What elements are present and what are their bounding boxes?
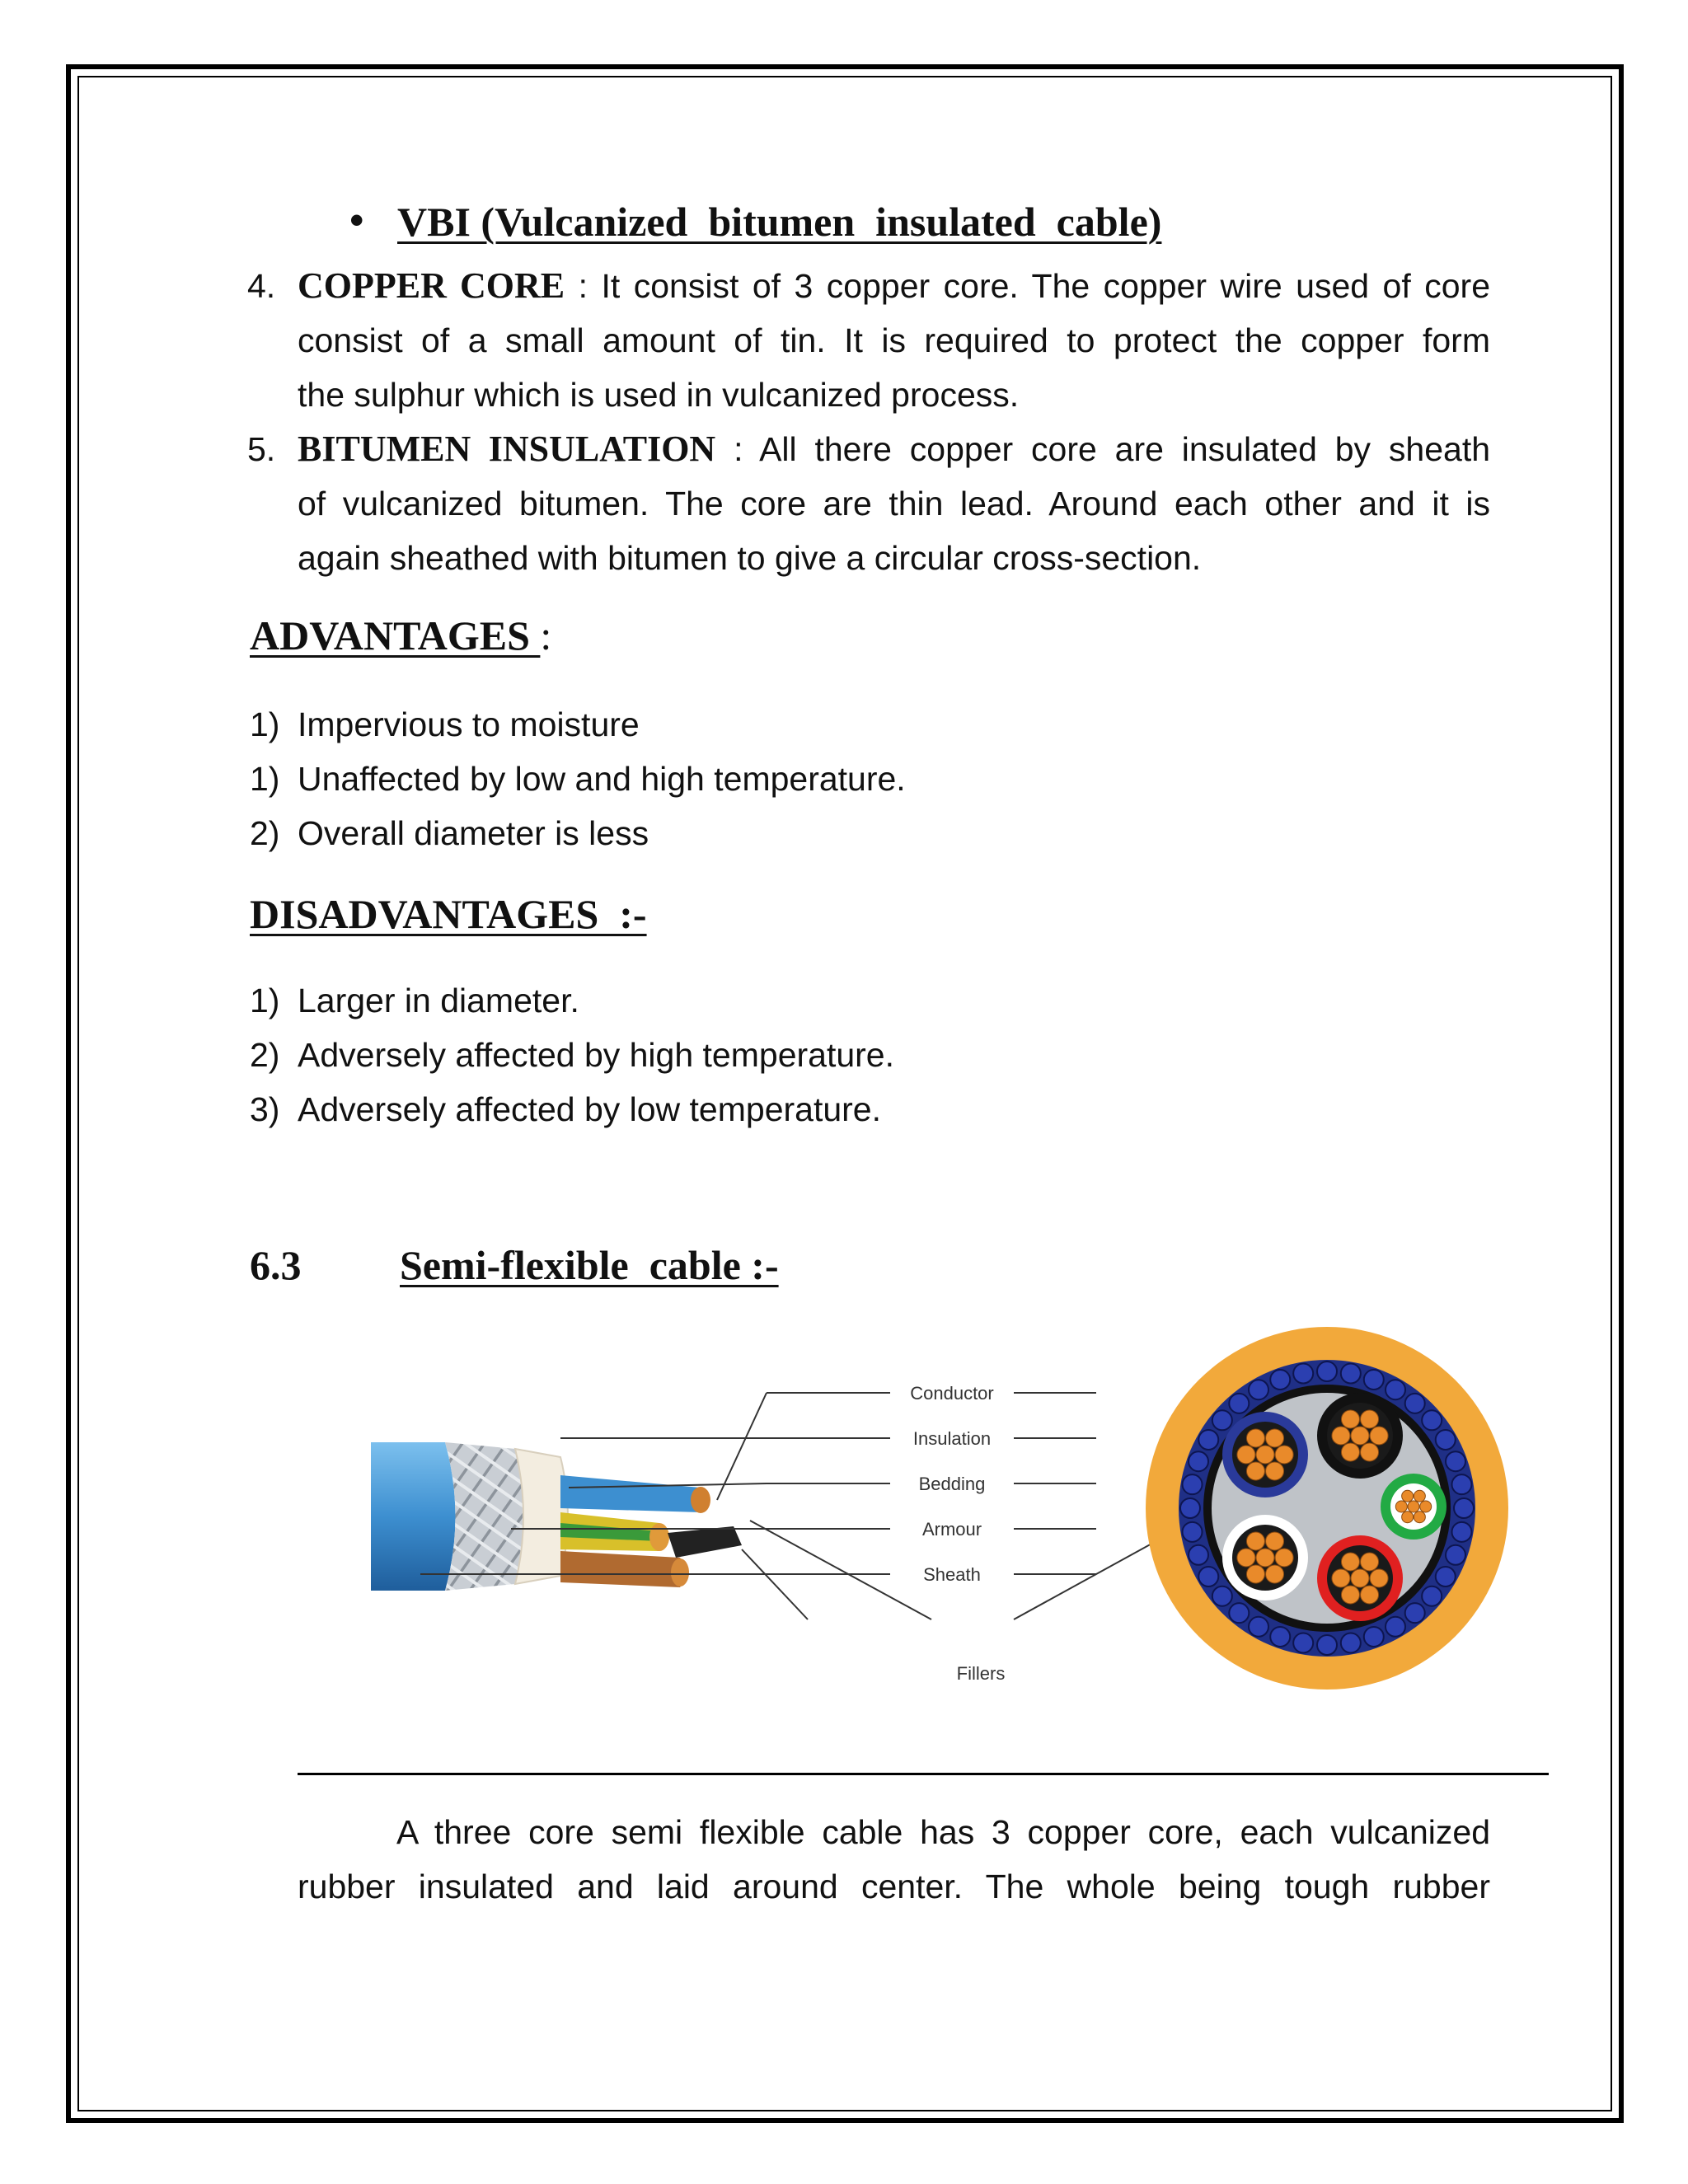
item-number: 4. bbox=[247, 267, 276, 305]
armour-wire bbox=[1249, 1380, 1268, 1399]
list-item: 2) Adversely affected by high temperature. bbox=[250, 1036, 894, 1074]
armour-wire bbox=[1405, 1603, 1425, 1623]
term-bitumen-insulation: BITUMEN INSULATION bbox=[298, 429, 716, 469]
figure-rule bbox=[298, 1773, 1549, 1775]
term-separator: : bbox=[715, 430, 760, 468]
paragraph-line bbox=[298, 259, 1490, 313]
copper-strand bbox=[1237, 1446, 1255, 1464]
copper-strand bbox=[1266, 1462, 1284, 1480]
copper-strand bbox=[1266, 1565, 1284, 1583]
conductor-label: Conductor bbox=[910, 1383, 994, 1404]
armour-wire bbox=[1180, 1498, 1200, 1518]
advantages-heading: ADVANTAGES : bbox=[250, 612, 552, 658]
paragraph-line: of vulcanized bitumen. The core are thin lead. Around each other and it is bbox=[298, 485, 1490, 523]
copper-strand bbox=[1361, 1586, 1379, 1604]
armour-wire bbox=[1249, 1617, 1268, 1637]
copper-strand bbox=[1246, 1462, 1264, 1480]
armour-wire bbox=[1229, 1603, 1249, 1623]
copper-strand bbox=[1361, 1553, 1379, 1571]
insulation-label: Insulation bbox=[912, 1428, 992, 1449]
copper-strand bbox=[1395, 1501, 1407, 1512]
vbi-heading: VBI (Vulcanized bitumen insulated cable) bbox=[397, 199, 1162, 245]
copper-strand bbox=[1332, 1427, 1350, 1445]
copper-strand bbox=[1402, 1490, 1414, 1502]
callout-labels bbox=[890, 1381, 1014, 1684]
paragraph-line: A three core semi flexible cable has 3 copper core, each vulcanized bbox=[396, 1813, 1490, 1851]
armour-wire bbox=[1386, 1617, 1405, 1637]
copper-strand bbox=[1256, 1549, 1274, 1567]
armour-label: Armour bbox=[921, 1519, 982, 1540]
armour-wire bbox=[1270, 1370, 1290, 1390]
copper-strand bbox=[1351, 1427, 1369, 1445]
armour-wire bbox=[1364, 1370, 1384, 1390]
copper-strand bbox=[1370, 1569, 1388, 1587]
armour-wire bbox=[1341, 1364, 1361, 1384]
armour-wire bbox=[1229, 1394, 1249, 1413]
copper-strand bbox=[1246, 1429, 1264, 1447]
copper-strand bbox=[1414, 1511, 1425, 1523]
copper-strand bbox=[1408, 1501, 1419, 1512]
section-title: Semi-flexible cable :- bbox=[400, 1242, 779, 1288]
paragraph-line bbox=[298, 422, 1490, 476]
paragraph-text: All there copper core are insulated by sheath bbox=[759, 430, 1491, 468]
section-number: 6.3 bbox=[250, 1242, 302, 1288]
list-item: 3) Adversely affected by low temperature. bbox=[250, 1090, 881, 1128]
paragraph-line: consist of a small amount of tin. It is required to protect the copper form bbox=[298, 321, 1490, 359]
armour-wire bbox=[1189, 1545, 1208, 1565]
copper-strand bbox=[1256, 1446, 1274, 1464]
list-item: 1) Impervious to moisture bbox=[250, 705, 640, 743]
armour-wire bbox=[1436, 1430, 1456, 1450]
copper-strand bbox=[1341, 1553, 1359, 1571]
copper-strand bbox=[1361, 1410, 1379, 1428]
armour-wire bbox=[1386, 1380, 1405, 1399]
bedding-label: Bedding bbox=[918, 1474, 986, 1494]
armour-wire bbox=[1293, 1633, 1313, 1652]
term-copper-core: COPPER CORE bbox=[298, 265, 565, 306]
semi-flexible-paragraph bbox=[298, 1805, 1490, 1914]
copper-strand bbox=[1402, 1511, 1414, 1523]
list-item: 1) Larger in diameter. bbox=[250, 982, 579, 1019]
paragraph-line: again sheathed with bitumen to give a circular cross-section. bbox=[298, 539, 1202, 577]
sheath-label: Sheath bbox=[923, 1564, 981, 1585]
armour-wire bbox=[1293, 1364, 1313, 1384]
copper-strand bbox=[1341, 1443, 1359, 1461]
armour-wire bbox=[1183, 1474, 1203, 1494]
fillers-label: Fillers bbox=[956, 1663, 1006, 1684]
armour-wire bbox=[1422, 1586, 1442, 1606]
bitumen-insulation-paragraph bbox=[298, 422, 1490, 585]
copper-strand bbox=[1266, 1532, 1284, 1550]
cable-cross-section bbox=[1146, 1327, 1508, 1690]
copper-strand bbox=[1275, 1549, 1293, 1567]
paragraph-line: the sulphur which is used in vulcanized process. bbox=[298, 376, 1020, 414]
armour-wire bbox=[1270, 1627, 1290, 1647]
copper-strand bbox=[1332, 1569, 1350, 1587]
vbi-bullet: • bbox=[349, 197, 364, 243]
disadvantages-heading: DISADVANTAGES :- bbox=[250, 891, 647, 937]
copper-strand bbox=[1361, 1443, 1379, 1461]
copper-strand bbox=[1341, 1586, 1359, 1604]
armour-wire bbox=[1189, 1451, 1208, 1471]
copper-strand bbox=[1414, 1490, 1425, 1502]
copper-strand bbox=[1420, 1501, 1432, 1512]
term-separator: : bbox=[565, 267, 602, 305]
copper-core-paragraph bbox=[298, 259, 1490, 422]
advantages-list bbox=[250, 697, 906, 860]
armour-wire bbox=[1454, 1498, 1474, 1518]
armour-wire bbox=[1212, 1586, 1232, 1606]
armour-wire bbox=[1405, 1394, 1425, 1413]
armour-wire bbox=[1317, 1635, 1337, 1655]
copper-strand bbox=[1266, 1429, 1284, 1447]
copper-strand bbox=[1370, 1427, 1388, 1445]
copper-strand bbox=[1275, 1446, 1293, 1464]
armour-wire bbox=[1198, 1430, 1218, 1450]
armour-wire bbox=[1451, 1522, 1471, 1542]
copper-strand bbox=[1341, 1410, 1359, 1428]
cable-cutaway bbox=[371, 1442, 742, 1591]
copper-strand bbox=[1237, 1549, 1255, 1567]
armour-wire bbox=[1422, 1410, 1442, 1430]
armour-wire bbox=[1446, 1451, 1465, 1471]
armour-wire bbox=[1451, 1474, 1471, 1494]
armour-wire bbox=[1436, 1567, 1456, 1586]
armour-wire bbox=[1364, 1627, 1384, 1647]
copper-strand bbox=[1246, 1565, 1264, 1583]
list-item: 2) Overall diameter is less bbox=[250, 814, 649, 852]
copper-strand bbox=[1246, 1532, 1264, 1550]
paragraph-line: rubber insulated and laid around center. The whole being tough rubber bbox=[298, 1868, 1490, 1905]
armour-wire bbox=[1183, 1522, 1203, 1542]
list-item: 1) Unaffected by low and high temperature. bbox=[250, 760, 906, 798]
disadvantages-list bbox=[250, 973, 894, 1137]
armour-wire bbox=[1446, 1545, 1465, 1565]
cable-diagram bbox=[354, 1310, 1508, 1722]
armour-wire bbox=[1341, 1633, 1361, 1652]
armour-wire bbox=[1198, 1567, 1218, 1586]
armour-wire bbox=[1212, 1410, 1232, 1430]
item-number: 5. bbox=[247, 430, 276, 468]
paragraph-text: It consist of 3 copper core. The copper wire used of core bbox=[601, 267, 1490, 305]
armour-wire bbox=[1317, 1361, 1337, 1381]
copper-strand bbox=[1351, 1569, 1369, 1587]
